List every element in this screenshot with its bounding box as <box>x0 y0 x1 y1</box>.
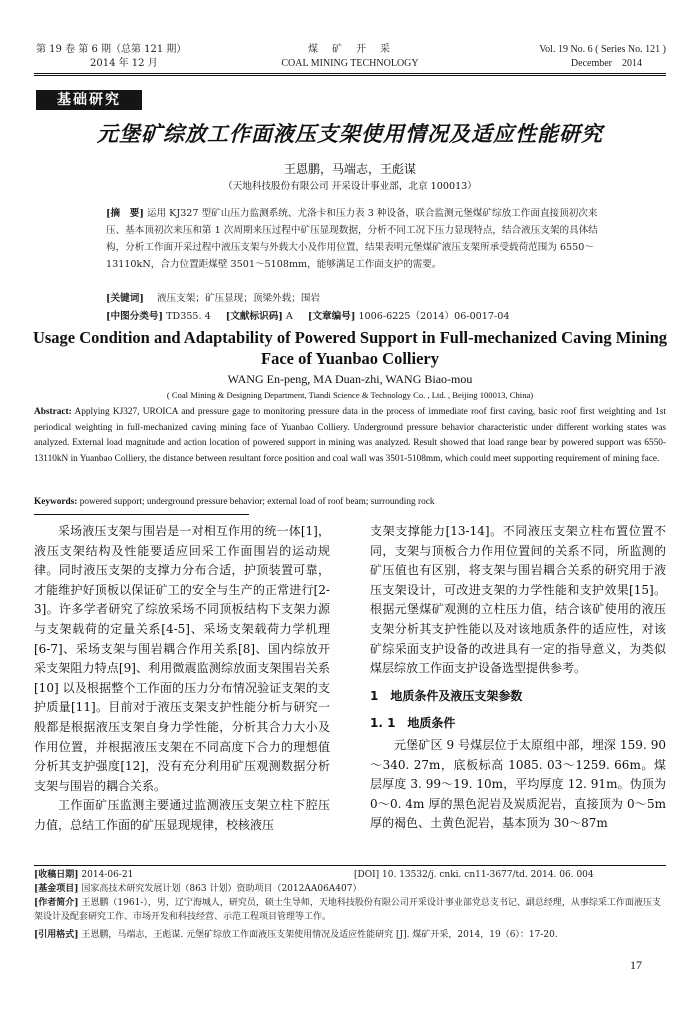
subsection-heading: 1. 1 地质条件 <box>370 716 456 731</box>
body-paragraph: 采场液压支架与围岩是一对相互作用的统一体[1]，液压支架结构及性能要适应回采工作面围岩的运动规律。同时液压支架的支撑力分布合适，护顶装置可靠，才能维护好顶板以保证矿工的安全与生产的正常进行[2-3]。许多学者研究了综放采场不同顶板结构下支架力源与支架载荷的定量关系[4-5]、采场支架载荷力学机理[6-7]、采场支架与围岩耦合作用关系[8]、国内综放开采支架阻力特点[9]、利用微震监测综放面支架围岩关系[10] 以及根据整个工作面的压力分布情况验证支架的支护质量[11]。目前对于液压支架支护性能分析与研究一般都是根据液压支架自身力学性能，分析其合力大小及作用位置，并根据液压支架在不同高度下合力的理想值分析其支护强度[12]，没有充分利用矿压观测数据分析支架与围岩的耦合关系。 <box>34 524 330 793</box>
footnote-rule <box>34 865 666 866</box>
abstract-cn <box>106 205 606 273</box>
header-rule <box>34 73 666 74</box>
keywords-cn-text: 液压支架；矿压显现；顶梁外载；围岩 <box>156 293 321 304</box>
header-volume: 第 19 卷 第 6 期（总第 121 期） <box>36 44 187 55</box>
author-value: 王恩鹏（1961-），男，辽宁海城人，研究员，硕士生导师，天地科技股份有限公司开采设计事业部党总支书记、副总经理，从事综采工作面液压支架设计及配套研究工作、市场开发和科技经营、示范工程项目管理等工作。 <box>34 898 661 922</box>
abstract-en-text: Applying KJ327, UROICA and pressure gage to monitoring pressure data in the process of immediate roof first caving, basic roof first weighting and 1st periodical weighting in full-mechanized caving mining face of Yuanbao Colliery. Underground pressure behavior characteristic under different working states was analyzed. External load magnitude and action location of powered support in mining was analyzed. Result showed that load range bear by powered support was 6550-13110kN in Yuanbao Colliery, the distance between resultant force position and coal wall was 3501-5108mm, which could meet supporting requirement of mining face. <box>34 407 666 464</box>
header-journal-en: COAL MINING TECHNOLOGY <box>281 58 419 69</box>
header-date-en: December 2014 <box>570 58 642 69</box>
abstract-cn-label: [摘 要] <box>106 208 144 219</box>
affiliation-cn: （天地科技股份有限公司 开采设计事业部，北京 100013） <box>223 181 477 192</box>
abstract-en-label: Abstract: <box>34 407 72 417</box>
page-number: 17 <box>630 958 642 972</box>
citation-note <box>34 929 666 943</box>
authors-cn: 王恩鹏，马端志，王彪谋 <box>283 162 416 176</box>
clc-label: [中图分类号] <box>106 311 164 322</box>
affiliation-en: ( Coal Mining & Designing Department, Tiandi Science & Technology Co. , Ltd. , Beijing 100013, China) <box>166 390 534 400</box>
title-en: Usage Condition and Adaptability of Powered Support in Full-mechanized Caving Mining Face of Yuanbao Colliery <box>32 328 668 368</box>
header-volume-en: Vol. 19 No. 6 ( Series No. 121 ) <box>539 44 666 55</box>
article-id-value: 1006-6225（2014）06-0017-04 <box>358 311 510 322</box>
body-paragraph: 元堡矿区 9 号煤层位于太原组中部，埋深 159. 90～340. 27m，底板标高 1085. 03～1259. 66m。煤层厚度 3. 99～19. 10m，平均厚度 12. 91m。伪顶为 0～0. 4m 厚的黑色泥岩及炭质泥岩，直接顶为 0～5m 厚的褐色、土黄色泥岩，基本顶为 30～87m <box>370 737 666 831</box>
received-label: [收稿日期] <box>34 870 79 880</box>
doc-code-value: A <box>285 311 293 322</box>
keywords-en <box>34 495 666 511</box>
body-paragraph: 工作面矿压监测主要通过监测液压支架立柱下腔压力值，总结工作面的矿压显现规律，校核液压 <box>34 798 330 832</box>
body-right-column <box>370 522 666 834</box>
body-paragraph: 支架支撑能力[13-14]。不同液压支架立柱布置位置不同，支架与顶板合力作用位置间的关系不同，所监测的矿压值也有区别，将支架与围岩耦合关系的研究用于液压支架设计，可改进支架的力学性能和支护效果[15]。根据元堡煤矿观测的立柱压力值，结合该矿使用的液压支架分析其支护性能以及对该地质条件的适应性，对该矿综采面支护设备的改进具有一定的指导意义，为类似煤层综放工作面支护设备选型提供参考。 <box>370 524 666 676</box>
doi: [DOI] 10. 13532/j. cnki. cn11-3677/td. 2014. 06. 004 <box>354 870 594 880</box>
keywords-en-label: Keywords: <box>34 497 78 507</box>
article-id-label: [文章编号] <box>307 311 356 322</box>
abstract-divider <box>34 514 249 515</box>
author-note <box>34 897 666 924</box>
body-left-column <box>34 522 330 836</box>
authors-en: WANG En-peng, MA Duan-zhi, WANG Biao-mou <box>227 372 473 386</box>
received-date <box>34 869 666 883</box>
section-heading: 1 地质条件及液压支架参数 <box>370 688 523 703</box>
classification-cn <box>106 308 606 325</box>
doc-code-label: [文献标识码] <box>225 311 283 322</box>
fund-note <box>34 883 666 897</box>
header-rule-2 <box>34 75 666 76</box>
clc-value: TD355. 4 <box>166 311 211 322</box>
abstract-en <box>34 405 666 467</box>
page-title: 元堡矿综放工作面液压支架使用情况及适应性能研究 <box>97 122 603 146</box>
author-label: [作者简介] <box>34 898 79 908</box>
received-value: 2014-06-21 <box>81 870 134 880</box>
keywords-cn <box>106 290 606 307</box>
header-date: 2014 年 12 月 <box>90 58 158 69</box>
citation-value: 王恩鹏，马端志，王彪谋. 元堡矿综放工作面液压支架使用情况及适应性能研究 [J]. 煤矿开采，2014，19（6）：17-20. <box>81 930 558 940</box>
section-band: 基础研究 <box>36 90 142 110</box>
header-journal-cn: 煤 矿 开 采 <box>308 44 392 55</box>
fund-value: 国家高技术研究发展计划（863 计划）资助项目（2012AA06A407） <box>81 884 362 894</box>
fund-label: [基金项目] <box>34 884 79 894</box>
keywords-en-text: powered support; underground pressure behavior; external load of roof beam; surrounding rock <box>79 497 435 507</box>
abstract-cn-text: 运用 KJ327 型矿山压力监测系统、尤洛卡和压力表 3 种设备，联合监测元堡煤矿综放工作面直接顶初次来压、基本顶初次来压和第 1 次周期来压过程中矿压显现数据，分析不同工况下压力显现特点，结合液压支架的具体结构，分析工作面开采过程中液压支架与外载大小及作用位置，结果表明元堡煤矿液压支架所承受载荷范围为 6550～13110kN，合力位置距煤壁 3501～5108mm，能够满足工作面支护的需要。 <box>106 208 598 270</box>
keywords-cn-label: [关键词] <box>106 293 144 304</box>
citation-label: [引用格式] <box>34 930 79 940</box>
